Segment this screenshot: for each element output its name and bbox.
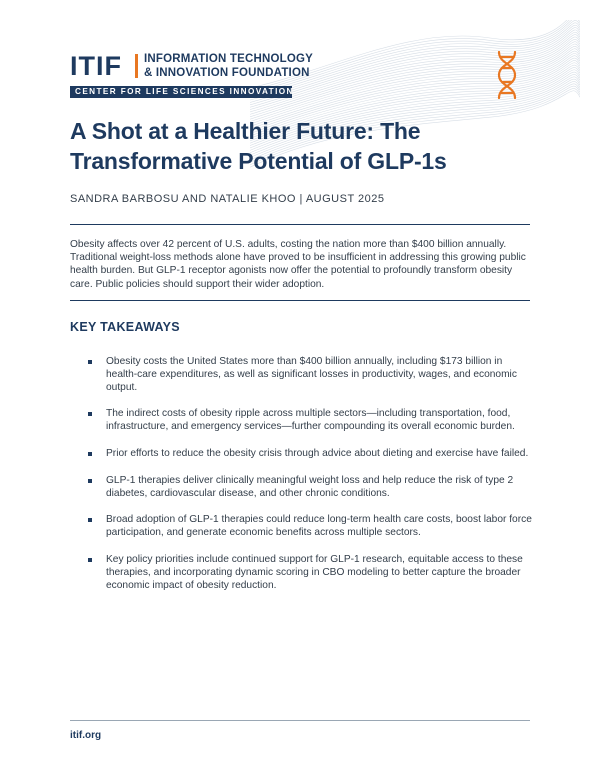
- takeaway-item: [88, 554, 534, 592]
- byline: SANDRA BARBOSU AND NATALIE KHOO | AUGUST 2025: [70, 193, 385, 205]
- key-takeaways-list: [88, 356, 534, 592]
- divider-middle: [70, 300, 530, 301]
- logo-org-line1: INFORMATION TECHNOLOGY: [144, 53, 314, 65]
- takeaway-item: [88, 514, 534, 540]
- takeaway-text: Key policy priorities include continued support for GLP-1 research, equitable access to these therapies, and incorporating dynamic scoring in CBO modeling to better capture the broader economic impact of obesity reduction.: [106, 553, 523, 591]
- takeaway-text: Prior efforts to reduce the obesity crisis through advice about dieting and exercise have failed.: [106, 447, 529, 459]
- title-line-2: Transformative Potential of GLP-1s: [70, 148, 447, 174]
- logo-org-line2: & INNOVATION FOUNDATION: [144, 67, 310, 79]
- report-title: [70, 116, 540, 176]
- divider-footer: [70, 720, 530, 721]
- abstract-paragraph: Obesity affects over 42 percent of U.S. adults, costing the nation more than $400 billion annually. Traditional weight-loss methods alone have proved to be insufficient in addressing this growing public health burden. But GLP-1 receptor agonists now offer the potential to profoundly transform obesity care. Public policies should support their wider adoption.: [70, 239, 526, 290]
- bullet-icon: [88, 360, 92, 364]
- takeaway-item: [88, 408, 534, 434]
- takeaway-text: The indirect costs of obesity ripple across multiple sectors—including transportation, food, infrastructure, and emergency services—further compounding its overall economic burden.: [106, 408, 515, 433]
- key-takeaways-heading: KEY TAKEAWAYS: [70, 320, 180, 334]
- title-line-1: A Shot at a Healthier Future: The: [70, 118, 421, 144]
- takeaway-item: [88, 448, 534, 461]
- divider-top: [70, 224, 530, 225]
- takeaway-text: GLP-1 therapies deliver clinically meaningful weight loss and help reduce the risk of type 2 diabetes, cardiovascular disease, and other chronic conditions.: [106, 474, 514, 499]
- logo-mark: ITIF: [70, 51, 122, 81]
- center-banner: CENTER FOR LIFE SCIENCES INNOVATION: [70, 86, 292, 98]
- bullet-icon: [88, 518, 92, 522]
- takeaway-item: [88, 475, 534, 501]
- bullet-icon: [88, 412, 92, 416]
- logo-divider: [135, 54, 138, 78]
- bullet-icon: [88, 558, 92, 562]
- takeaway-text: Obesity costs the United States more than $400 billion annually, including $173 billion in health-care expenditures, as well as significant losses in productivity, wages, and economic output.: [106, 356, 517, 393]
- bullet-icon: [88, 479, 92, 483]
- footer-site-link[interactable]: itif.org: [70, 730, 102, 741]
- dna-helix-icon: [493, 50, 521, 100]
- takeaway-item: [88, 356, 534, 394]
- takeaway-text: Broad adoption of GLP-1 therapies could reduce long-term health care costs, boost labor force participation, and generate economic benefits across multiple sectors.: [106, 514, 532, 539]
- bullet-icon: [88, 452, 92, 456]
